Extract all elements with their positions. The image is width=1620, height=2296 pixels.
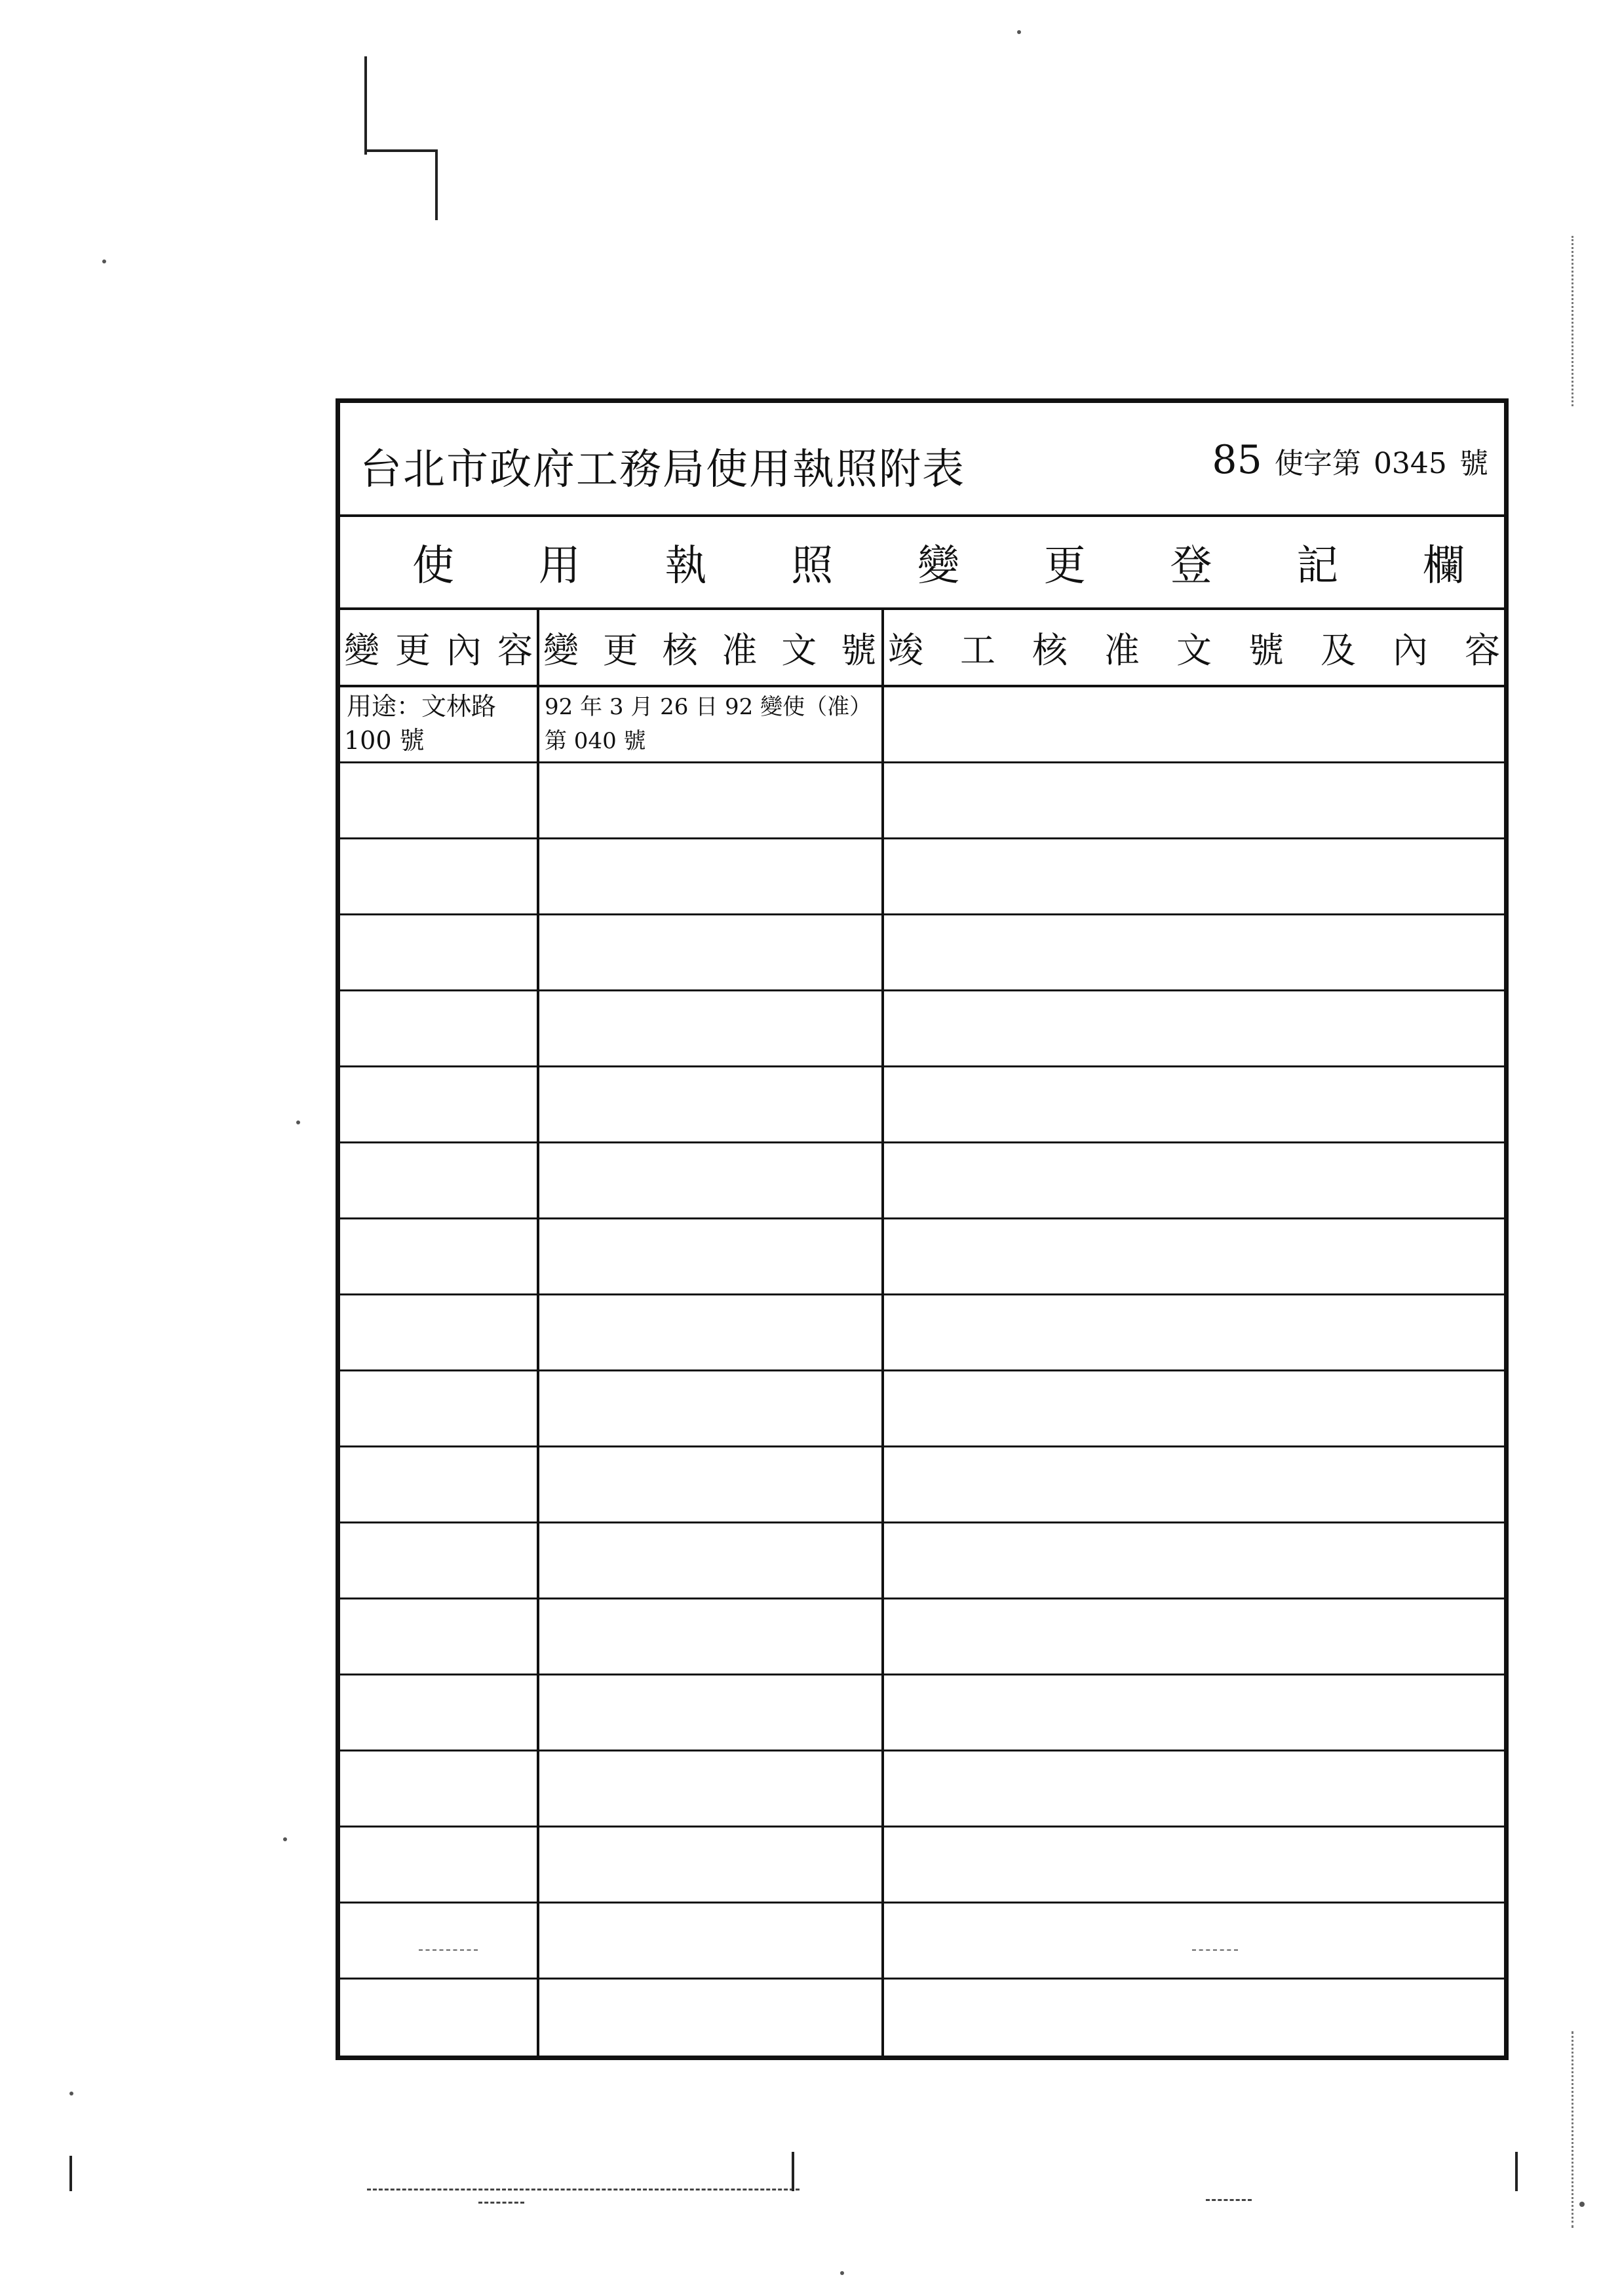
column-header-row [340,610,1504,687]
table-row [340,839,1504,915]
bottom-dashed-line [367,2189,800,2191]
license-number-label: 使字第 [1274,447,1361,480]
table-row [340,1751,1504,1827]
bottom-dashed-line [478,2202,524,2204]
table-row [340,1904,1504,1980]
crop-mark [364,56,367,155]
table-row [340,915,1504,991]
section-char: 執 [665,542,707,590]
section-char: 記 [1296,542,1339,590]
scan-speck [296,1120,300,1124]
crop-mark [792,2152,794,2191]
scan-speck [283,1837,287,1841]
faint-mark [419,1949,478,1951]
column-header-completion-approval: 竣 工 核 准 文 號 及 內 容 [888,629,1500,671]
edge-noise [1572,2031,1576,2228]
table-row [340,1143,1504,1219]
change-registration-heading [340,517,1504,610]
approval-number-line2: 第 040 號 [545,728,646,754]
section-char: 登 [1170,542,1212,590]
scan-speck [69,2092,73,2095]
table-row [340,1067,1504,1143]
license-number [1212,437,1488,483]
table-row [340,1219,1504,1295]
scan-speck [1017,30,1021,34]
change-content-line1: 用途：文林路 [347,692,497,721]
table-row [340,1523,1504,1599]
table-row [340,1980,1504,2056]
scan-speck [840,2271,844,2275]
table-row [340,1599,1504,1675]
crop-mark [69,2156,72,2191]
approval-number-line1: 92 年 3 月 26 日 92 變使（准） [545,694,872,720]
table-row [340,991,1504,1067]
faint-mark [1192,1949,1238,1951]
section-char: 欄 [1423,542,1465,590]
crop-mark [435,149,438,220]
column-header-approval-number: 變 更 核 准 文 號 [543,629,876,671]
table-row [340,1675,1504,1751]
table-row [340,1371,1504,1447]
usage-license-appendix-form [336,398,1509,2060]
form-title-row [340,403,1504,517]
table-row [340,763,1504,839]
column-header-change-content: 變 更 內 容 [344,629,533,671]
section-char: 照 [791,542,834,590]
section-char: 用 [538,542,581,590]
crop-mark [364,149,436,152]
form-title: 台北市政府工務局使用執照附表 [360,446,965,494]
scan-speck [102,259,106,263]
section-char: 使 [412,542,454,590]
table-row [340,687,1504,763]
edge-noise [1572,236,1576,406]
section-char: 更 [1043,542,1086,590]
crop-mark [1515,2152,1518,2191]
scan-speck [1579,2202,1585,2207]
table-row [340,1295,1504,1371]
section-char: 變 [917,542,959,590]
change-content-line2: 100 號 [344,726,425,755]
license-number-prefix: 85 [1212,437,1262,483]
license-number-suffix: 號 [1459,447,1488,480]
table-row [340,1447,1504,1523]
bottom-dashed-line [1206,2199,1252,2201]
table-row [340,1827,1504,1904]
license-number-value: 0345 [1373,447,1447,480]
